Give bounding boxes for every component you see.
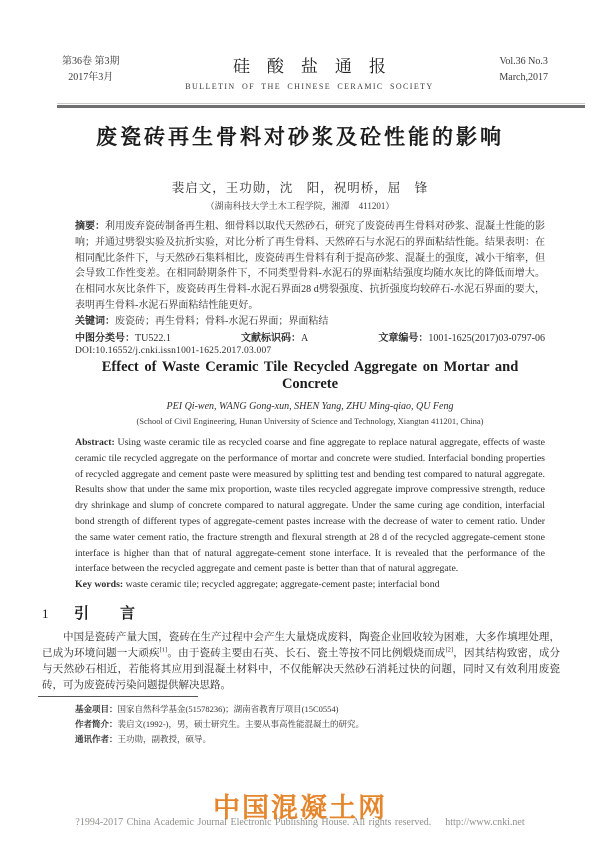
clc-value: TU522.1 [135,332,171,344]
english-block [75,346,545,593]
article-id-value: 1001-1625(2017)03-0797-06 [428,332,545,344]
article-title-cn: 废瓷砖再生骨料对砂浆及砼性能的影响 [96,125,504,149]
footnote-lines [38,702,558,747]
abstract-cn-label: 摘要： [75,221,105,232]
introduction-section [42,602,560,694]
section-title: 引 言 [74,606,144,622]
issue-date-en: March,2017 [499,72,548,83]
document-code [241,331,308,347]
keywords-en [75,577,545,593]
keywords-cn-label: 关键词： [75,315,115,327]
affiliation-cn: （湖南科技大学土木工程学院，湘潭 411201） [205,201,395,211]
keywords-cn [75,314,545,330]
introduction-paragraph [42,630,560,694]
issue-info-en [499,54,548,86]
footnote-block [38,696,558,747]
corresponding-author-text: 王功勋，副教授，硕导。 [117,734,212,744]
issue-info-cn [62,54,120,86]
journal-name [185,52,433,91]
abstract-en [75,435,545,577]
issue-volume-cn: 第36卷 第3期 [62,56,120,67]
citation-ref-1: [1] [159,646,168,654]
keywords-en-label: Key words: [75,579,124,591]
footnote-divider [38,696,198,697]
issue-volume-en: Vol.36 No.3 [499,56,548,67]
abstract-en-label: Abstract: [75,437,115,448]
intro-text-2: 。由于瓷砖主要由石英、长石、瓷土等按不同比例煅烧而成 [167,648,446,659]
article-meta-row [75,331,545,347]
header-divider-thick-line [57,105,585,108]
authors-cn: 裴启文，王功勋，沈 阳，祝明桥，屈 锋 [171,181,429,195]
abstract-cn-text: 利用废弃瓷砖制备再生粗、细骨料以取代天然砂石，研究了废瓷砖再生骨料对砂浆、混凝土性能的影响；并通过劈裂实验及抗折实验，对比分析了再生骨料、天然碎石与水泥石的界面粘结性能。结果表明：在相同配比条件下，与天然砂石集料相比，废瓷砖再生骨料有利于提高砂浆、混凝土的强度，减小干缩率，但会导致工作性变差。在相同龄期条件下，不同类型骨料-水泥石的界面粘结强度均随水灰比的降低而增大。在相同水灰比条件下，废瓷砖再生骨料-水泥石界面28 d劈裂强度、抗折强度均较碎石-水泥石界面的要大，表明再生骨料-水泥石界面粘结性能更好。 [75,221,545,311]
author-bio-note [75,717,558,732]
journal-name-cn: 硅酸盐通报 [232,57,403,76]
abstract-en-text: Using waste ceramic tile as recycled coarse and fine aggregate to replace natural aggregate, effects of waste ceramic tile recycled aggregate on the performance of mortar and concrete were studied. Interfacial bonding properties of recycled aggregate and cement paste were measured by splitting test and bending test compared to natural aggregate. Results show that under the same mix proportion, waste tiles recycled aggregate improve compressive strength, reduce dry shrinkage and slump of concrete compared to natural aggregate. Under the same curing age condition, interfacial bond strength of different types of aggregate-cement pastes increase with the decrease of water to cement ratio. Under the same water cement ratio, the fracture strength and flexural strength at 28 d of the recycled aggregate-cement stone interface is higher than that of natural aggregate-cement stone interface. It is revealed that the performance of the interface between the recycled aggregate and cement paste is better than that of natural aggregate. [75,437,545,575]
copyright-text: ?1994-2017 China Academic Journal Electronic Publishing House. All rights reserved. [75,817,432,828]
affiliation-en: (School of Civil Engineering, Hunan University of Science and Technology, Xiangtan 411201, China) [136,416,484,426]
fund-note [75,702,558,717]
corresponding-author-label: 通讯作者： [75,734,118,744]
section-heading [42,602,560,623]
clc-label: 中图分类号： [75,332,135,344]
corresponding-author-note [75,732,558,747]
issue-date-cn: 2017年3月 [68,72,114,83]
keywords-en-text: waste ceramic tile; recycled aggregate; aggregate-cement paste; interfacial bond [125,579,440,591]
article-id [378,331,545,347]
intro-text-1: 中国是瓷砖产量大国，瓷砖在生产过程中会产生大量烧成废料，陶瓷企业回收较为困难，大多作填埋处理，已成为环境问题一大顽疾 [42,632,560,659]
abstract-cn [75,219,545,314]
authors-en: PEI Qi-wen, WANG Gong-xun, SHEN Yang, ZHU Ming-qiao, QU Feng [166,401,454,412]
keywords-cn-text: 废瓷砖；再生骨料；骨料-水泥石界面；界面粘结 [115,315,329,327]
doi: DOI:10.16552/j.cnki.issn1001-1625.2017.03.007 [75,346,272,356]
fund-text: 国家自然科学基金(51578236)；湖南省教育厅项目(15C0554) [117,704,339,714]
fund-label: 基金项目： [75,704,118,714]
header-divider [57,103,585,109]
article-id-label: 文章编号： [378,332,429,344]
document-code-value: A [300,332,309,344]
document-code-label: 文献标识码： [240,332,301,344]
english-abstract [75,435,545,593]
article-title-en: Effect of Waste Ceramic Tile Recycled Aggregate on Mortar and Concrete [101,359,519,392]
intro-text-3: ，因其结构致密，成分与天然砂石相近，若能将其应用到混凝土材料中，不仅能解决天然砂石消耗过快的问题，同时又有效利用废瓷砖，可为废瓷砖污染问题提供解决思路。 [42,648,561,691]
page-footer [0,817,600,828]
citation-ref-2: [2] [445,646,454,654]
author-bio-text: 裴启文(1992-)，男，硕士研究生。主要从事高性能混凝土的研究。 [117,719,365,729]
journal-header [62,54,548,91]
clc-number [75,331,171,347]
chinese-abstract-block [75,219,545,346]
journal-name-en: BULLETIN OF THE CHINESE CERAMIC SOCIETY [185,82,434,91]
header-divider-thin-line [57,103,585,104]
cnki-url: http://www.cnki.net [445,817,525,828]
section-number: 1 [42,606,49,621]
cnki-watermark: 中国混凝土网 [213,793,387,823]
author-bio-label: 作者简介： [75,719,118,729]
